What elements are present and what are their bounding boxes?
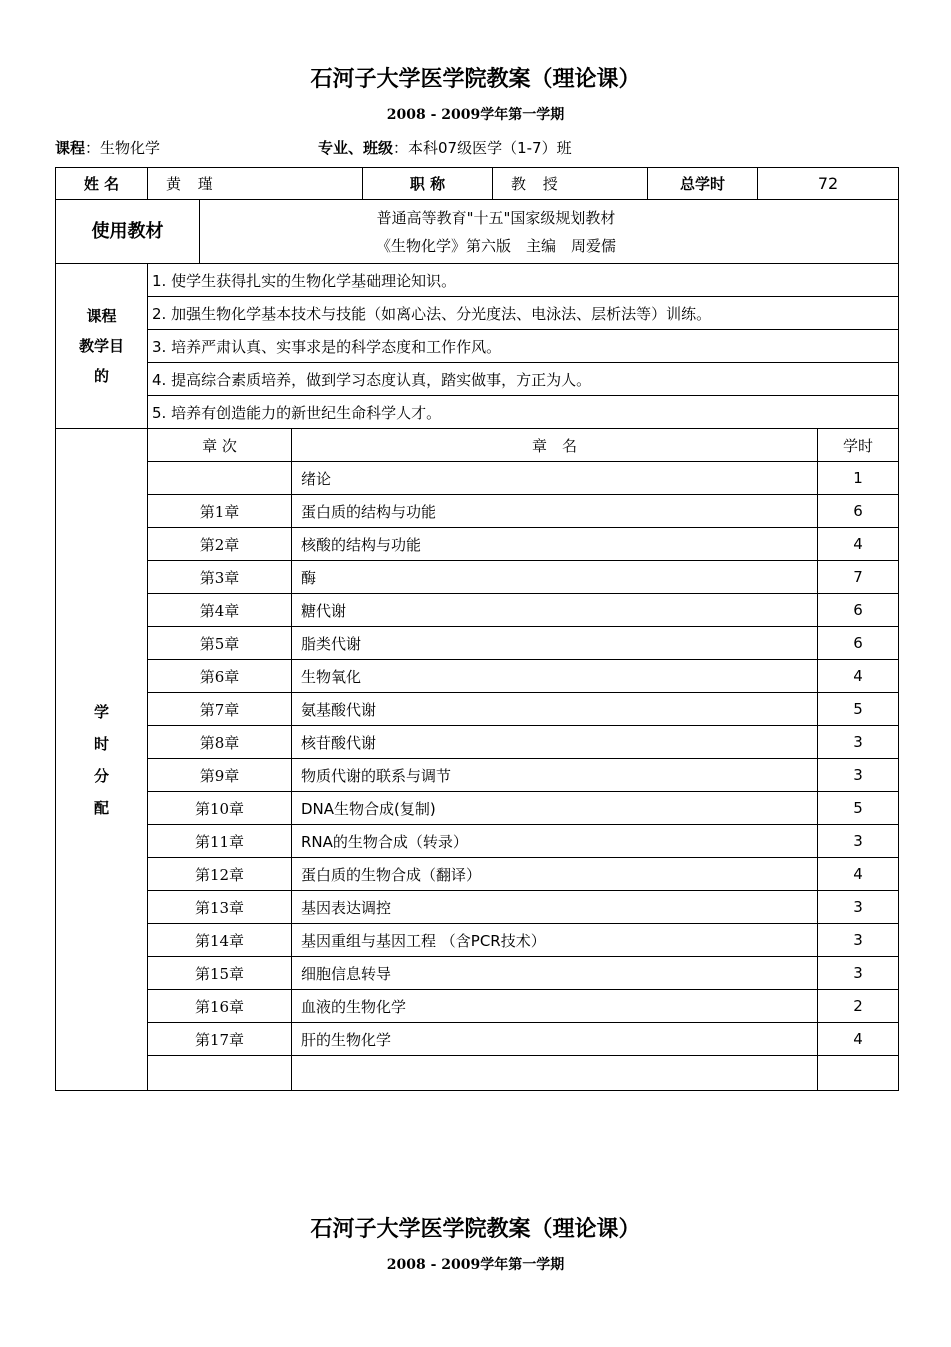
chapter-number: 第17章	[148, 1023, 292, 1056]
chapter-name: 基因表达调控	[292, 891, 818, 924]
goal-row	[56, 297, 899, 330]
goal-row	[56, 330, 899, 363]
goal-item: 5. 培养有创造能力的新世纪生命科学人才。	[148, 396, 899, 429]
page-title: 石河子大学医学院教案（理论课）	[310, 67, 641, 92]
course-line	[55, 137, 160, 158]
chapter-number	[148, 1056, 292, 1091]
title-value: 教 授	[493, 168, 648, 200]
textbook-value	[200, 200, 899, 264]
goal-item: 1. 使学生获得扎实的生物化学基础理论知识。	[148, 264, 899, 297]
goal-row	[56, 396, 899, 429]
major-label: 专业、班级	[318, 139, 394, 157]
chapter-hours: 6	[818, 495, 899, 528]
chapter-hours: 4	[818, 858, 899, 891]
chapter-number: 第9章	[148, 759, 292, 792]
chapter-hours: 4	[818, 528, 899, 561]
term-subtitle: 2008 - 2009学年第一学期	[386, 107, 565, 123]
chapter-row	[56, 660, 899, 693]
major-line	[318, 137, 572, 158]
chapter-hours: 5	[818, 792, 899, 825]
chapter-row	[56, 990, 899, 1023]
chapter-row	[56, 462, 899, 495]
chapter-name: 核酸的结构与功能	[292, 528, 818, 561]
textbook-line2: 《生物化学》第六版 主编 周爱儒	[376, 236, 617, 255]
lesson-plan-table	[55, 167, 899, 1091]
goals-label	[56, 264, 148, 429]
chapter-number: 第6章	[148, 660, 292, 693]
chapter-name: 肝的生物化学	[292, 1023, 818, 1056]
chapter-row	[56, 891, 899, 924]
chapter-row	[56, 528, 899, 561]
goals-label-line2: 教学目	[78, 337, 124, 355]
major-value: ：本科07级医学（1-7）班	[393, 139, 572, 157]
title-label: 职 称	[363, 168, 493, 200]
chapter-row	[56, 924, 899, 957]
course-value: ：生物化学	[85, 139, 161, 157]
goal-item: 3. 培养严肃认真、实事求是的科学态度和工作作风。	[148, 330, 899, 363]
chapter-number: 第12章	[148, 858, 292, 891]
chapter-row	[56, 693, 899, 726]
name-value: 黄 瑾	[148, 168, 363, 200]
course-label: 课程	[55, 139, 86, 157]
chapter-number: 第14章	[148, 924, 292, 957]
chapter-number: 第15章	[148, 957, 292, 990]
chapter-row	[56, 957, 899, 990]
chapter-name: 物质代谢的联系与调节	[292, 759, 818, 792]
chapter-number: 第10章	[148, 792, 292, 825]
textbook-label: 使用教材	[56, 200, 200, 264]
hours-value: 72	[758, 168, 899, 200]
chapter-name: 基因重组与基因工程 （含PCR技术）	[292, 924, 818, 957]
chapter-number: 第3章	[148, 561, 292, 594]
column-header-chapter: 章 次	[148, 429, 292, 462]
chapter-number: 第7章	[148, 693, 292, 726]
chapter-name: 脂类代谢	[292, 627, 818, 660]
chapter-name: 血液的生物化学	[292, 990, 818, 1023]
chapter-row	[56, 825, 899, 858]
page2-term-subtitle: 2008 - 2009学年第一学期	[386, 1257, 565, 1273]
chapter-hours: 3	[818, 924, 899, 957]
goal-item: 4. 提高综合素质培养，做到学习态度认真，踏实做事，方正为人。	[148, 363, 899, 396]
chapter-hours: 6	[818, 594, 899, 627]
chapter-row	[56, 495, 899, 528]
chapter-row	[56, 594, 899, 627]
chapter-hours: 3	[818, 891, 899, 924]
chapter-hours: 1	[818, 462, 899, 495]
chapter-name: DNA生物合成(复制)	[292, 792, 818, 825]
allocation-label	[56, 429, 148, 1091]
goal-row	[56, 363, 899, 396]
page2-title: 石河子大学医学院教案（理论课）	[310, 1217, 641, 1242]
chapter-row	[56, 792, 899, 825]
chapter-row	[56, 726, 899, 759]
chapter-hours: 3	[818, 726, 899, 759]
chapter-row	[56, 858, 899, 891]
chapter-row	[56, 561, 899, 594]
chapter-name: 核苷酸代谢	[292, 726, 818, 759]
chapter-name: 氨基酸代谢	[292, 693, 818, 726]
textbook-line1: 普通高等教育"十五"国家级规划教材	[376, 208, 616, 227]
allocation-label-char: 分	[93, 766, 109, 785]
chapter-number: 第5章	[148, 627, 292, 660]
textbook-row	[56, 200, 899, 264]
goal-item: 2. 加强生物化学基本技术与技能（如离心法、分光度法、电泳法、层析法等）训练。	[148, 297, 899, 330]
chapter-hours: 3	[818, 957, 899, 990]
chapter-row	[56, 1023, 899, 1056]
chapter-name	[292, 1056, 818, 1091]
chapter-hours: 3	[818, 825, 899, 858]
chapter-name: 蛋白质的结构与功能	[292, 495, 818, 528]
chapter-hours: 5	[818, 693, 899, 726]
goals-label-line1: 课程	[86, 307, 117, 325]
chapter-hours: 4	[818, 660, 899, 693]
goals-label-line3: 的	[93, 367, 109, 385]
chapter-number: 第2章	[148, 528, 292, 561]
chapter-name: 细胞信息转导	[292, 957, 818, 990]
info-row	[56, 168, 899, 200]
chapter-row	[56, 1056, 899, 1091]
chapter-name: 蛋白质的生物合成（翻译）	[292, 858, 818, 891]
chapter-number: 第13章	[148, 891, 292, 924]
allocation-label-char: 配	[93, 798, 109, 817]
chapter-number: 第8章	[148, 726, 292, 759]
hours-label: 总学时	[648, 168, 758, 200]
chapter-hours: 7	[818, 561, 899, 594]
chapter-number: 第4章	[148, 594, 292, 627]
allocation-label-char: 时	[93, 734, 109, 753]
chapter-row	[56, 627, 899, 660]
chapter-name: RNA的生物合成（转录）	[292, 825, 818, 858]
column-header-name: 章 名	[292, 429, 818, 462]
chapter-hours: 4	[818, 1023, 899, 1056]
chapter-hours: 3	[818, 759, 899, 792]
chapter-name: 生物氧化	[292, 660, 818, 693]
allocation-label-char: 学	[93, 702, 109, 721]
allocation-header-row	[56, 429, 899, 462]
column-header-hours: 学时	[818, 429, 899, 462]
goal-row	[56, 264, 899, 297]
chapter-hours: 6	[818, 627, 899, 660]
name-label: 姓 名	[56, 168, 148, 200]
chapter-name: 酶	[292, 561, 818, 594]
chapter-name: 绪论	[292, 462, 818, 495]
chapter-name: 糖代谢	[292, 594, 818, 627]
chapter-row	[56, 759, 899, 792]
chapter-number: 第16章	[148, 990, 292, 1023]
chapter-number	[148, 462, 292, 495]
chapter-number: 第11章	[148, 825, 292, 858]
chapter-hours	[818, 1056, 899, 1091]
chapter-number: 第1章	[148, 495, 292, 528]
chapter-hours: 2	[818, 990, 899, 1023]
